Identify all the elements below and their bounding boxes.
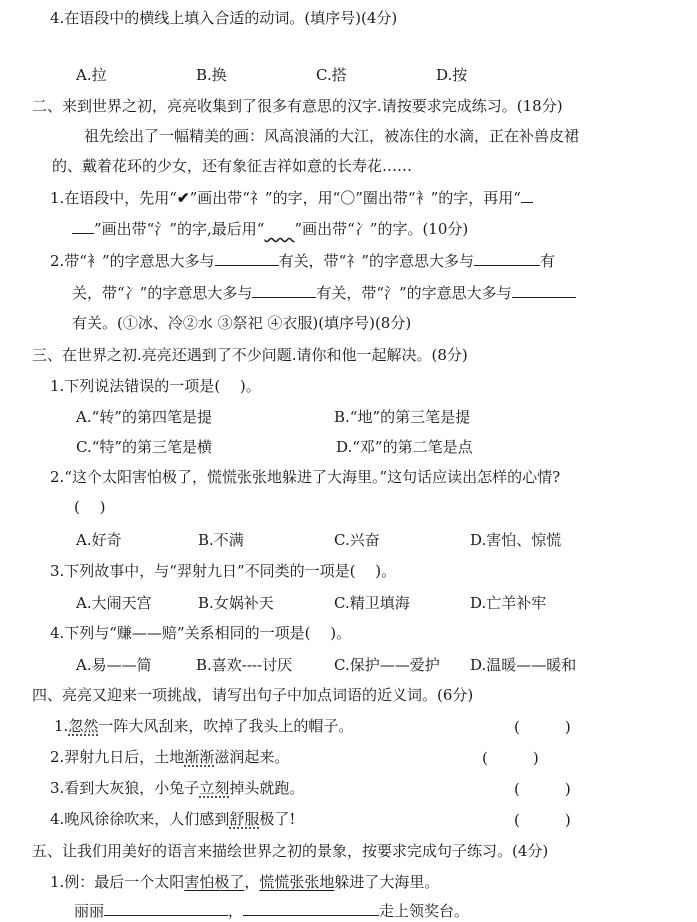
sec3-q4-option-b: B.喜欢----讨厌 [196, 656, 293, 674]
underline-mark [72, 218, 94, 234]
sec3-q1-option-d: D.“邓”的第二笔是点 [336, 438, 473, 456]
sec4-item-1: 1.忽然一阵大风刮来，吹掉了我头上的帽子。 [54, 717, 354, 735]
answer-blank[interactable] [215, 250, 279, 266]
answer-blank[interactable] [243, 900, 379, 916]
answer-paren[interactable]: ( ) [514, 718, 571, 736]
sec3-q4-stem: 4.下列与“赚——赔”关系相同的一项是( )。 [50, 624, 352, 642]
underlined-phrase: 慌慌张张地 [259, 873, 335, 891]
sec3-q3-option-b: B.女娲补天 [198, 594, 274, 612]
sec3-q1-option-c: C.“特”的第三笔是横 [76, 438, 213, 456]
sec3-q4-option-c: C.保护——爱护 [334, 656, 440, 674]
answer-blank[interactable] [104, 900, 228, 916]
sec2-q2-line1: 2.带“衤”的字意思大多与 有关，带“礻”的字意思大多与 有 [50, 252, 556, 270]
sec2-q2-line3: 有关。(①冰、冷②水 ③祭祀 ④衣服)(填序号)(8分) [72, 314, 412, 332]
section-4-heading: 四、亮亮又迎来一项挑战，请写出句子中加点词语的近义词。(6分) [32, 686, 474, 704]
answer-blank[interactable] [474, 250, 540, 266]
sec3-q3-stem: 3.下列故事中，与“羿射九日”不同类的一项是( )。 [50, 562, 397, 580]
option-b: B.换 [196, 66, 227, 84]
sec3-q2-paren: ( ) [74, 498, 106, 516]
answer-paren[interactable]: ( ) [514, 780, 571, 798]
underline-mark [521, 187, 533, 203]
sec3-q2-stem: 2.“这个太阳害怕极了，慌慌张张地躲进了大海里。”这句话应读出怎样的心情? [50, 468, 561, 486]
sec2-q1-line2: ”画出带“氵”的字,最后用“ ”画出带“冫”的字。(10分) [72, 218, 468, 239]
question-4-stem: 4.在语段中的横线上填入合适的动词。(填序号)(4分) [50, 9, 398, 27]
sec3-q2-option-c: C.兴奋 [334, 531, 380, 549]
sec3-q3-option-d: D.亡羊补牢 [470, 594, 547, 612]
section-3-heading: 三、在世界之初.亮亮还遇到了不少问题.请你和他一起解决。(8分) [32, 346, 468, 364]
dotted-word: 立刻 [199, 779, 230, 797]
sec3-q1-option-a: A.“转”的第四笔是提 [76, 408, 212, 426]
answer-blank[interactable] [252, 282, 316, 298]
check-mark-icon: ✔ [176, 189, 190, 207]
section-5-heading: 五、让我们用美好的语言来描绘世界之初的景象，按要求完成句子练习。(4分) [32, 842, 549, 860]
passage-line-1: 祖先绘出了一幅精美的画：风高浪涌的大江，被冻住的水滴，正在补兽皮裙 [84, 127, 580, 145]
sec4-item-2: 2.羿射九日后，土地渐渐滋润起来。 [50, 748, 290, 766]
underlined-phrase: 害怕极了 [184, 873, 245, 891]
sec3-q4-option-a: A.易——简 [76, 656, 152, 674]
sec3-q3-option-c: C.精卫填海 [334, 594, 410, 612]
sec3-q4-option-d: D.温暖——暖和 [470, 656, 577, 674]
sec5-fill-line: 丽丽 ， 走上领奖台。 [74, 902, 470, 920]
sec3-q2-option-a: A.好奇 [76, 531, 122, 549]
passage-line-2: 的、戴着花环的少女，还有象征吉祥如意的长寿花…… [52, 157, 413, 175]
option-a: A.拉 [76, 66, 107, 84]
sec4-item-4: 4.晚风徐徐吹来，人们感到舒服极了! [50, 810, 296, 828]
sec3-q2-option-d: D.害怕、惊慌 [470, 531, 562, 549]
sec5-example: 1.例：最后一个太阳害怕极了，慌慌张张地躲进了大海里。 [50, 873, 440, 891]
answer-paren[interactable]: ( ) [514, 811, 571, 829]
section-2-heading: 二、来到世界之初，亮亮收集到了很多有意思的汉字.请按要求完成练习。(18分) [32, 97, 563, 115]
sec3-q1-option-b: B.“地”的第三笔是提 [334, 408, 471, 426]
answer-paren[interactable]: ( ) [482, 749, 539, 767]
dotted-word: 舒服 [229, 810, 260, 828]
answer-blank[interactable] [512, 282, 576, 298]
sec3-q3-option-a: A.大闹天宫 [76, 594, 152, 612]
sec3-q1-stem: 1.下列说法错误的一项是( )。 [50, 377, 261, 395]
wavy-line-mark [264, 220, 294, 238]
sec4-item-3: 3.看到大灰狼，小兔子立刻掉头就跑。 [50, 779, 305, 797]
option-d: D.按 [436, 66, 468, 84]
sec3-q2-option-b: B.不满 [198, 531, 244, 549]
circle-icon: 〇 [340, 189, 356, 207]
dotted-word: 忽然 [68, 717, 99, 735]
sec2-q1-line1: 1.在语段中，先用“✔”画出带“礻”的字，用“〇”圈出带“衤”的字，再用“ [50, 187, 533, 208]
option-c: C.搭 [316, 66, 347, 84]
dotted-word: 渐渐 [184, 748, 215, 766]
sec2-q2-line2: 关，带“冫”的字意思大多与 有关，带“氵”的字意思大多与 [72, 282, 576, 303]
